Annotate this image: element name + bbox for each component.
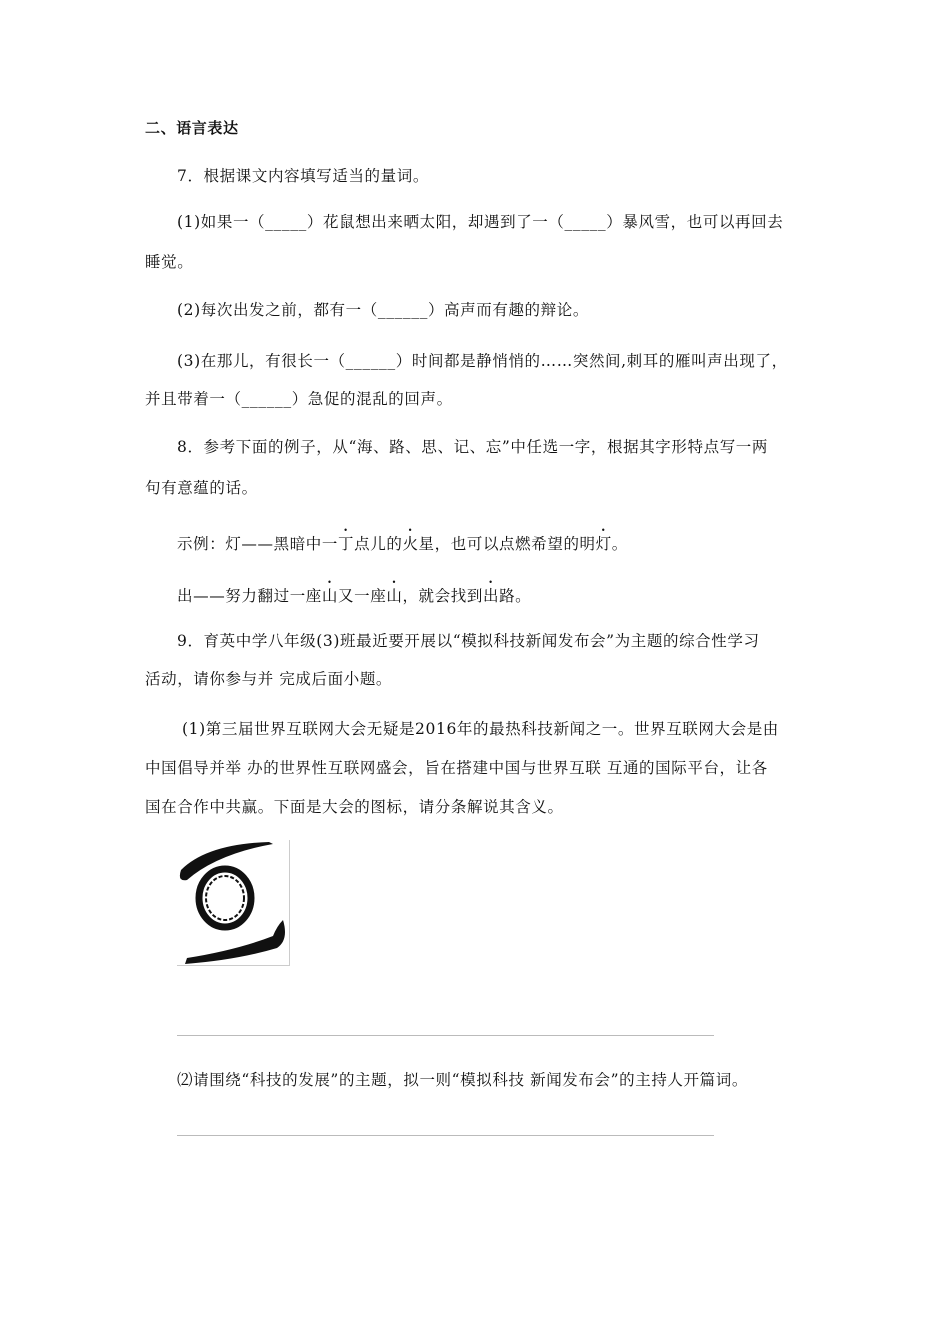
text: 点儿的 <box>354 535 403 553</box>
wic-logo-image <box>177 840 290 966</box>
text: 又一座 <box>338 587 387 605</box>
emphasized-char: 灯 <box>595 535 612 553</box>
q7-prompt: 7．根据课文内容填写适当的量词。 <box>177 167 429 185</box>
emphasized-char: 山 <box>386 587 403 605</box>
text: 出——努力翻过一座 <box>177 587 322 605</box>
section-title: 二、语言表达 <box>145 119 239 137</box>
emphasized-char: 火 <box>402 535 419 553</box>
text: 示例：灯——黑暗中一 <box>177 535 339 553</box>
emphasized-char: 丁 <box>338 535 355 553</box>
q9-prompt: 9．育英中学八年级(3)班最近要开展以“模拟科技新闻发布会”为主题的综合性学习 <box>177 632 760 650</box>
q8-prompt: 8．参考下面的例子，从“海、路、思、记、忘”中任选一字，根据其字形特点写一两 <box>177 438 769 456</box>
q7-item1: (1)如果一（_____）花鼠想出来晒太阳，却遇到了一（_____）暴风雪，也可以再回去 <box>177 213 784 231</box>
q9-sub2: ⑵请围绕“科技的发展”的主题，拟一则“模拟科技 新闻发布会”的主持人开篇词。 <box>177 1071 748 1089</box>
answer-line-1[interactable] <box>177 1035 714 1036</box>
q8-prompt-cont: 句有意蕴的话。 <box>145 479 258 497</box>
emphasized-char: 山 <box>321 587 339 605</box>
q7-item3-cont: 并且带着一（______）急促的混乱的回声。 <box>145 390 453 408</box>
answer-line-2[interactable] <box>177 1135 714 1136</box>
text: 。 <box>611 535 628 553</box>
q8-example-2 <box>177 578 531 606</box>
text: 路。 <box>499 587 532 605</box>
wic-logo-icon <box>177 840 289 965</box>
q9-sub1-cont1: 中国倡导并举 办的世界性互联网盛会，旨在搭建中国与世界互联 互通的国际平台，让各 <box>145 759 768 777</box>
q9-sub1-cont2: 国在合作中共赢。下面是大会的图标，请分条解说其含义。 <box>145 798 564 816</box>
emphasized-char: 出 <box>482 587 500 605</box>
q7-item1-cont: 睡觉。 <box>145 253 194 271</box>
text: ，就会找到 <box>402 587 483 605</box>
q8-example-1 <box>177 526 628 554</box>
q7-item2: (2)每次出发之前，都有一（______）高声而有趣的辩论。 <box>177 301 589 319</box>
q7-item3: (3)在那儿，有很长一（______）时间都是静悄悄的……突然间,刺耳的雁叫声出现了， <box>177 352 788 370</box>
q9-prompt-cont: 活动，请你参与并 完成后面小题。 <box>145 670 393 688</box>
q9-sub1: (1)第三届世界互联网大会无疑是2016年的最热科技新闻之一。世界互联网大会是由 <box>182 720 779 738</box>
text: 星，也可以点燃希望的明 <box>418 535 596 553</box>
